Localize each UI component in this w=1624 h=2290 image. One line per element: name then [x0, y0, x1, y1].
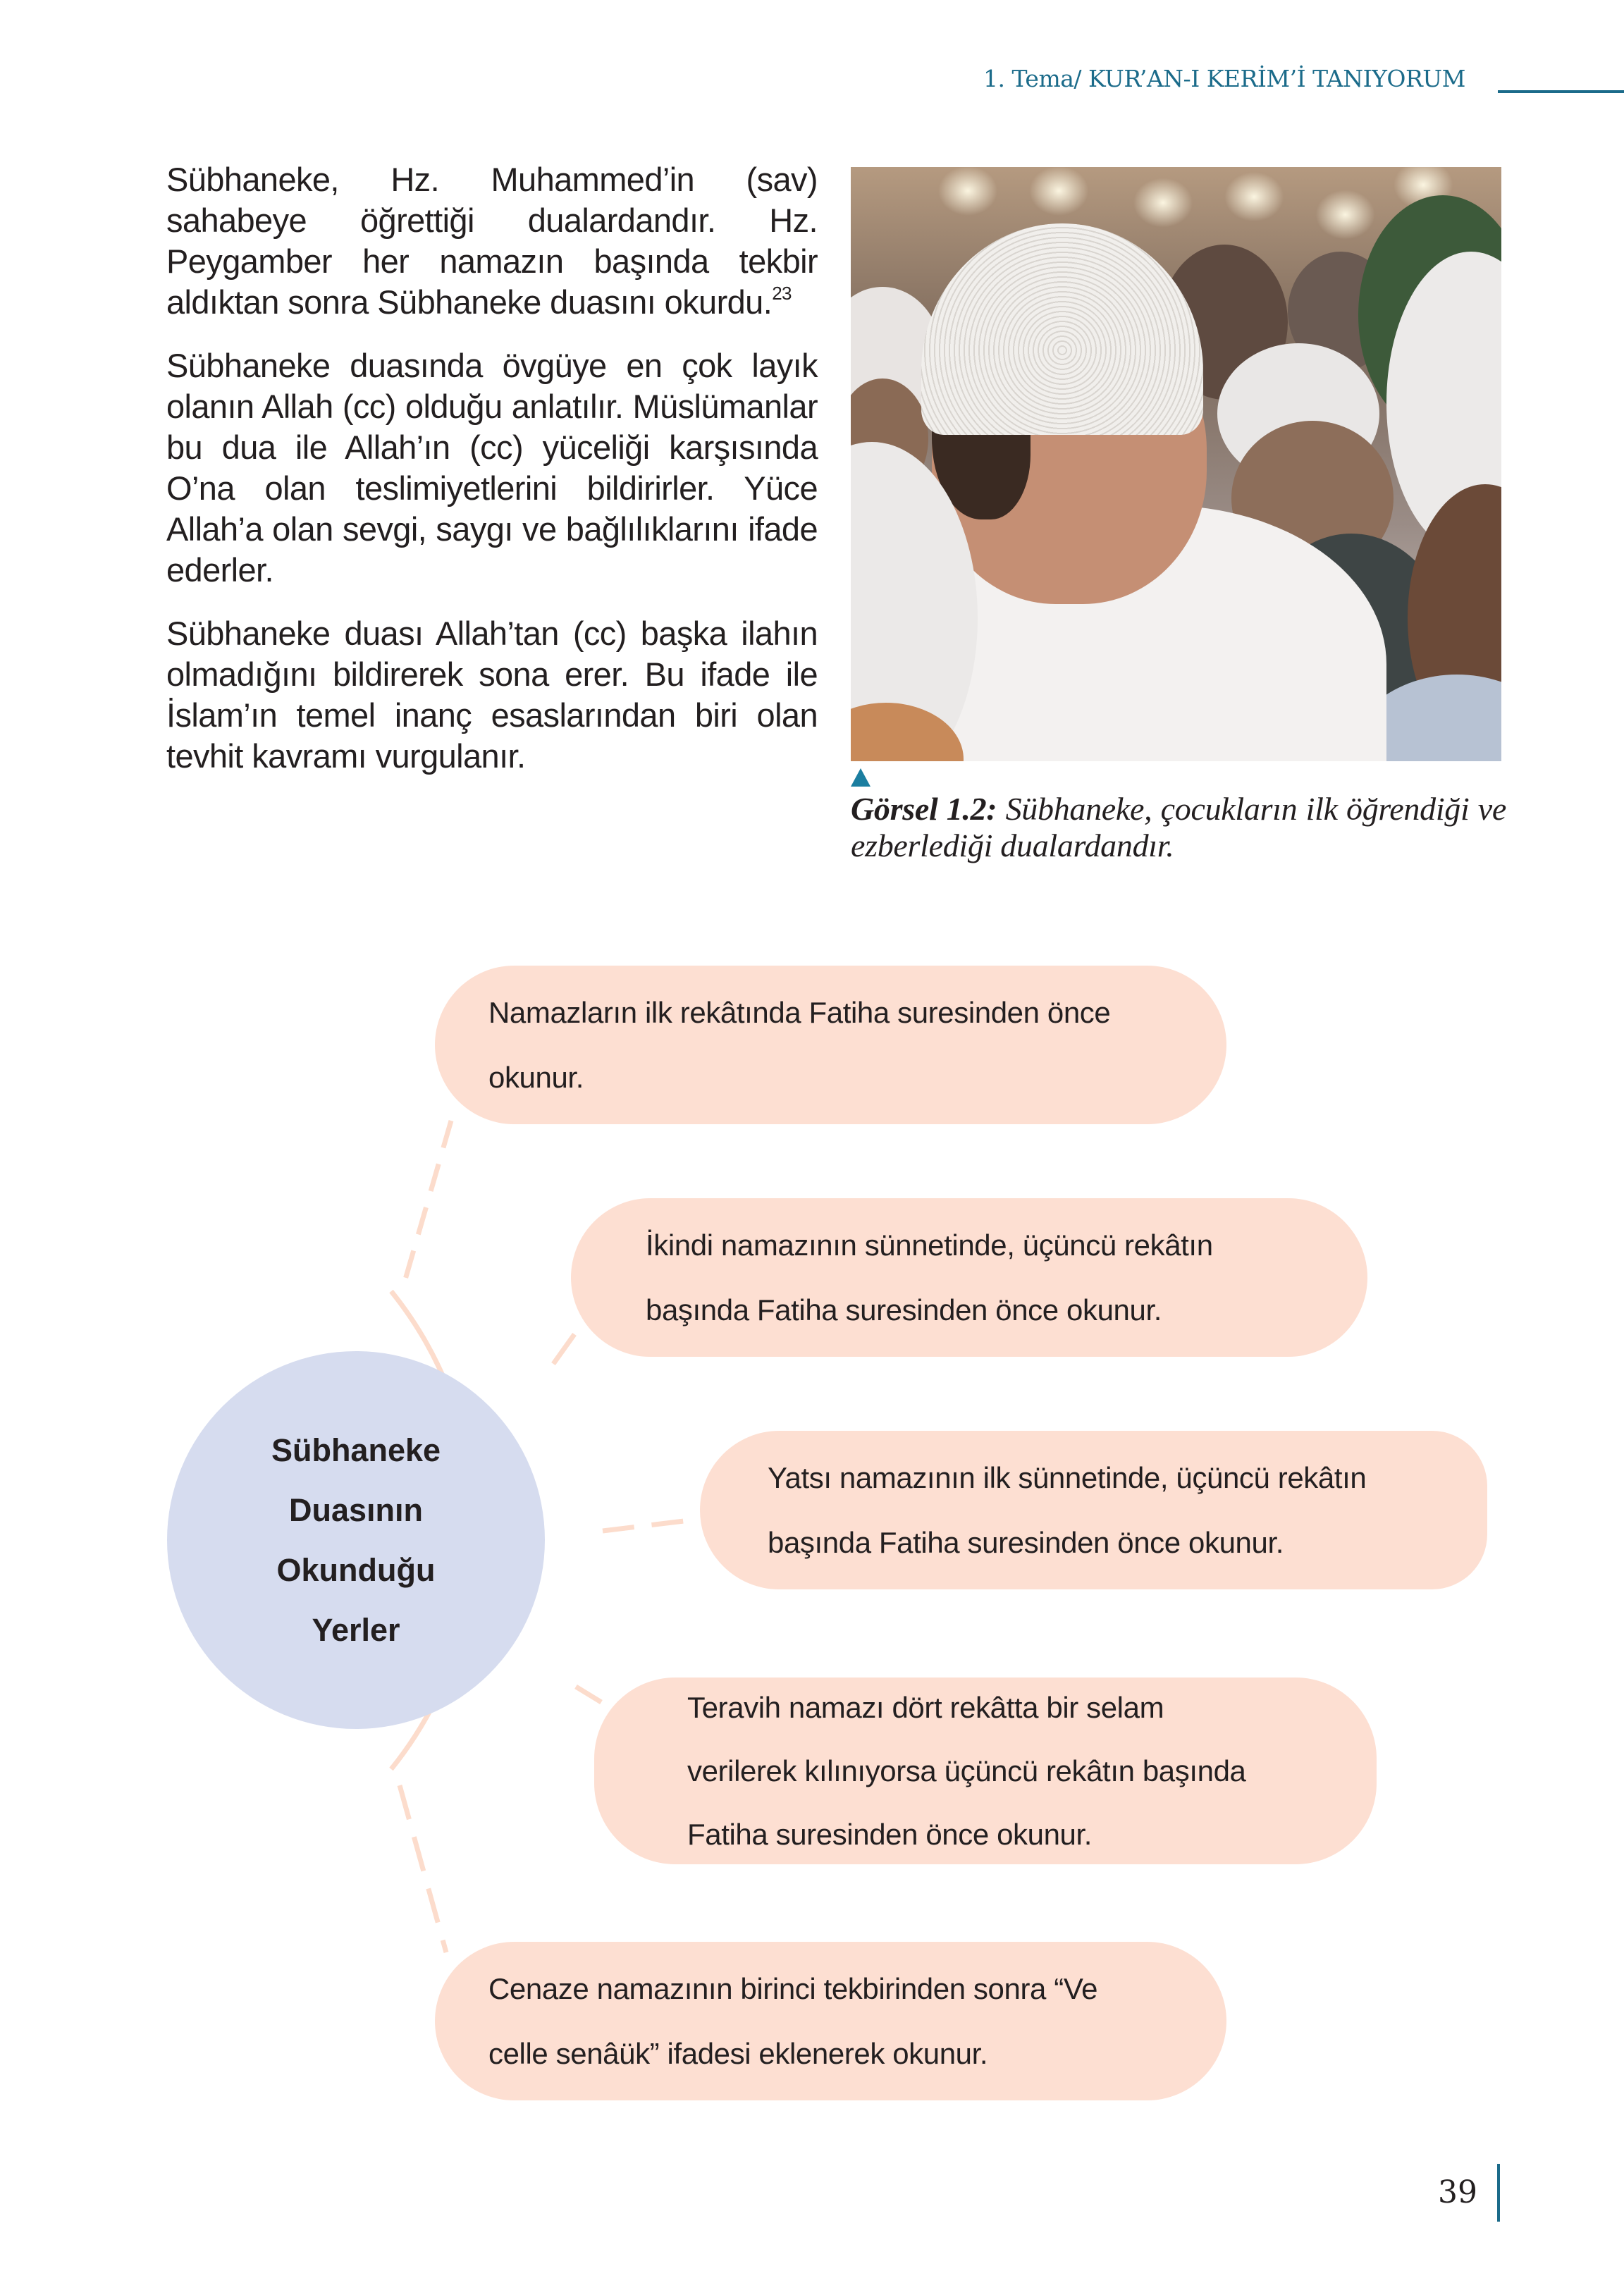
- item-3-line-1: Yatsı namazının ilk sünnetinde, üçüncü rekâtın: [768, 1460, 1367, 1494]
- center-line-3: Okunduğu: [276, 1552, 436, 1588]
- diagram-center-topic: [167, 1351, 545, 1729]
- connector-5: [400, 1785, 446, 1952]
- item-4-line-3: Fatiha suresinden önce okunur.: [687, 1817, 1093, 1851]
- item-1-line-1: Namazların ilk rekâtında Fatiha suresinden önce: [488, 995, 1111, 1029]
- connector-3: [603, 1521, 684, 1531]
- chapter-header: 1. Tema/ KUR’AN-I KERİM’İ TANIYORUM: [983, 65, 1465, 92]
- diagram-item-3: [700, 1431, 1487, 1589]
- connector-4: [576, 1687, 601, 1702]
- page-number: 39: [1438, 2174, 1477, 2210]
- paragraph-3: Sübhaneke duası Allah’tan (cc) başka ilahın olmadığını bildirerek sona erer. Bu ifade ile İslam’ın temel inanç esaslarından biri olan tevhit kavramı vurgulanır.: [166, 615, 818, 775]
- footnote-ref: 23: [772, 283, 792, 304]
- connector-2: [553, 1334, 574, 1364]
- diagram-item-2: [571, 1198, 1367, 1357]
- item-2-line-1: İkindi namazının sünnetinde, üçüncü rekâtın: [646, 1228, 1213, 1262]
- item-3-line-2: başında Fatiha suresinden önce okunur.: [768, 1525, 1284, 1559]
- diagram-item-1: [435, 966, 1226, 1124]
- diagram-item-5: [435, 1942, 1226, 2100]
- paragraph-1: Sübhaneke, Hz. Muhammed’in (sav) sahabeye öğrettiği dualardandır. Hz. Peygamber her namazın başında tekbir aldıktan sonra Sübhaneke duasını okurdu.$^{23}$: [166, 161, 818, 321]
- center-line-2: Duasının: [288, 1492, 424, 1528]
- caption-text: Sübhaneke, çocukların ilk öğrendiği ve ezberlediği dualardandır.: [851, 791, 1506, 863]
- item-1-line-2: okunur.: [488, 1060, 584, 1094]
- diagram-item-4: [594, 1678, 1377, 1864]
- item-4-line-1: Teravih namazı dört rekâtta bir selam: [687, 1690, 1164, 1724]
- caption-label: Görsel 1.2:: [851, 791, 997, 827]
- center-line-1: Sübhaneke: [271, 1432, 441, 1468]
- item-5-line-2: celle senâük” ifadesi eklenerek okunur.: [488, 2036, 988, 2070]
- item-5-line-1: Cenaze namazının birinci tekbirinden sonra “Ve: [488, 1971, 1098, 2005]
- connector-1: [405, 1121, 451, 1279]
- center-line-4: Yerler: [312, 1612, 400, 1648]
- item-4-line-2: verilerek kılınıyorsa üçüncü rekâtın başında: [687, 1754, 1246, 1787]
- item-2-line-2: başında Fatiha suresinden önce okunur.: [646, 1293, 1162, 1326]
- paragraph-2: Sübhaneke duasında övgüye en çok layık olanın Allah (cc) olduğu anlatılır. Müslümanlar bu dua ile Allah’ın (cc) yüceliği karşısında O’na olan teslimiyetlerini bildirirler. Yüce Allah’a olan sevgi, saygı ve bağlılıklarını ifade ederler.: [166, 347, 818, 589]
- page-number-rule: [1497, 2164, 1500, 2222]
